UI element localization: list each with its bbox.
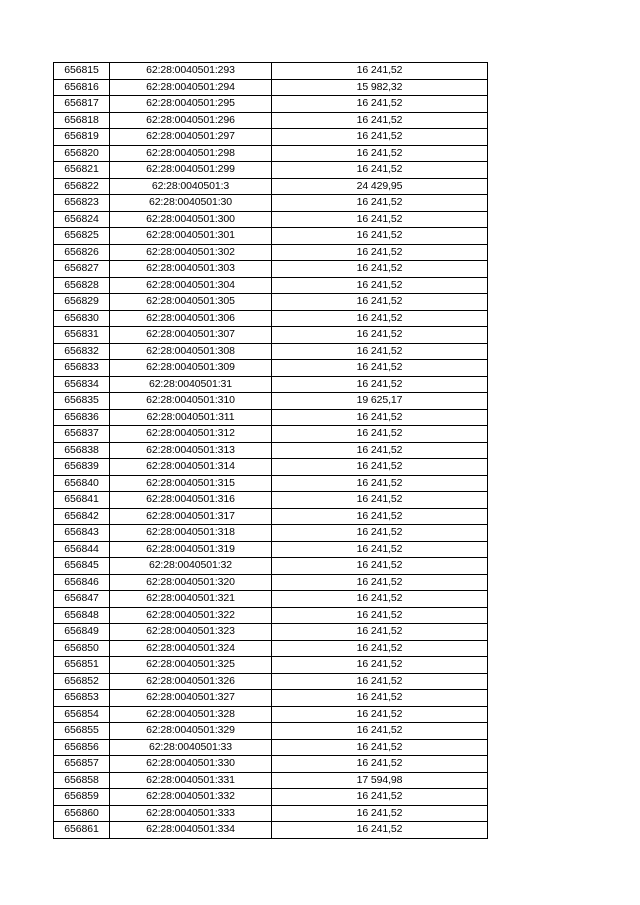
cadastral-number-cell: 62:28:0040501:32: [110, 558, 272, 575]
row-number-cell: 656843: [54, 525, 110, 542]
row-number-cell: 656817: [54, 96, 110, 113]
row-number-cell: 656860: [54, 805, 110, 822]
row-number-cell: 656818: [54, 112, 110, 129]
row-number-cell: 656845: [54, 558, 110, 575]
row-number-cell: 656856: [54, 739, 110, 756]
cadastral-value-cell: 16 241,52: [272, 789, 488, 806]
cadastral-number-cell: 62:28:0040501:329: [110, 723, 272, 740]
row-number-cell: 656836: [54, 409, 110, 426]
row-number-cell: 656831: [54, 327, 110, 344]
cadastral-number-cell: 62:28:0040501:299: [110, 162, 272, 179]
table-row: [54, 112, 488, 129]
cadastral-value-cell: 16 241,52: [272, 525, 488, 542]
row-number-cell: 656842: [54, 508, 110, 525]
cadastral-value-cell: 16 241,52: [272, 327, 488, 344]
cadastral-value-cell: 16 241,52: [272, 657, 488, 674]
row-number-cell: 656815: [54, 63, 110, 80]
cadastral-number-cell: 62:28:0040501:302: [110, 244, 272, 261]
table-row: [54, 607, 488, 624]
table-row: [54, 145, 488, 162]
cadastral-value-cell: 16 241,52: [272, 277, 488, 294]
row-number-cell: 656826: [54, 244, 110, 261]
table-row: [54, 673, 488, 690]
cadastral-number-cell: 62:28:0040501:311: [110, 409, 272, 426]
row-number-cell: 656857: [54, 756, 110, 773]
table-row: [54, 640, 488, 657]
row-number-cell: 656821: [54, 162, 110, 179]
cadastral-number-cell: 62:28:0040501:325: [110, 657, 272, 674]
table-row: [54, 343, 488, 360]
cadastral-number-cell: 62:28:0040501:319: [110, 541, 272, 558]
cadastral-value-cell: 16 241,52: [272, 706, 488, 723]
row-number-cell: 656853: [54, 690, 110, 707]
row-number-cell: 656846: [54, 574, 110, 591]
row-number-cell: 656816: [54, 79, 110, 96]
table-row: [54, 211, 488, 228]
table-row: [54, 657, 488, 674]
row-number-cell: 656838: [54, 442, 110, 459]
cadastral-value-table: [53, 62, 488, 839]
table-row: [54, 541, 488, 558]
table-row: [54, 178, 488, 195]
row-number-cell: 656854: [54, 706, 110, 723]
cadastral-number-cell: 62:28:0040501:31: [110, 376, 272, 393]
cadastral-number-cell: 62:28:0040501:313: [110, 442, 272, 459]
cadastral-number-cell: 62:28:0040501:310: [110, 393, 272, 410]
cadastral-value-cell: 16 241,52: [272, 96, 488, 113]
row-number-cell: 656852: [54, 673, 110, 690]
table-row: [54, 822, 488, 839]
cadastral-value-cell: 16 241,52: [272, 822, 488, 839]
row-number-cell: 656844: [54, 541, 110, 558]
table-row: [54, 162, 488, 179]
cadastral-number-cell: 62:28:0040501:3: [110, 178, 272, 195]
row-number-cell: 656834: [54, 376, 110, 393]
table-row: [54, 393, 488, 410]
table-row: [54, 277, 488, 294]
cadastral-value-cell: 16 241,52: [272, 129, 488, 146]
row-number-cell: 656855: [54, 723, 110, 740]
row-number-cell: 656861: [54, 822, 110, 839]
table-row: [54, 723, 488, 740]
cadastral-number-cell: 62:28:0040501:333: [110, 805, 272, 822]
cadastral-value-cell: 16 241,52: [272, 442, 488, 459]
table-row: [54, 492, 488, 509]
cadastral-number-cell: 62:28:0040501:307: [110, 327, 272, 344]
row-number-cell: 656850: [54, 640, 110, 657]
cadastral-number-cell: 62:28:0040501:317: [110, 508, 272, 525]
cadastral-number-cell: 62:28:0040501:312: [110, 426, 272, 443]
cadastral-value-cell: 16 241,52: [272, 63, 488, 80]
cadastral-number-cell: 62:28:0040501:318: [110, 525, 272, 542]
cadastral-value-cell: 16 241,52: [272, 723, 488, 740]
table-row: [54, 772, 488, 789]
table-row: [54, 442, 488, 459]
table-row: [54, 690, 488, 707]
cadastral-number-cell: 62:28:0040501:321: [110, 591, 272, 608]
cadastral-value-cell: 16 241,52: [272, 591, 488, 608]
cadastral-value-cell: 16 241,52: [272, 376, 488, 393]
cadastral-value-cell: 16 241,52: [272, 112, 488, 129]
row-number-cell: 656849: [54, 624, 110, 641]
row-number-cell: 656822: [54, 178, 110, 195]
cadastral-value-cell: 15 982,32: [272, 79, 488, 96]
cadastral-number-cell: 62:28:0040501:295: [110, 96, 272, 113]
cadastral-number-cell: 62:28:0040501:293: [110, 63, 272, 80]
cadastral-value-cell: 16 241,52: [272, 739, 488, 756]
cadastral-value-cell: 16 241,52: [272, 459, 488, 476]
row-number-cell: 656828: [54, 277, 110, 294]
table-row: [54, 294, 488, 311]
cadastral-value-cell: 19 625,17: [272, 393, 488, 410]
cadastral-number-cell: 62:28:0040501:314: [110, 459, 272, 476]
cadastral-value-cell: 16 241,52: [272, 541, 488, 558]
cadastral-number-cell: 62:28:0040501:328: [110, 706, 272, 723]
table-row: [54, 63, 488, 80]
cadastral-value-cell: 16 241,52: [272, 211, 488, 228]
row-number-cell: 656837: [54, 426, 110, 443]
cadastral-number-cell: 62:28:0040501:294: [110, 79, 272, 96]
table-row: [54, 706, 488, 723]
cadastral-value-cell: 16 241,52: [272, 690, 488, 707]
row-number-cell: 656819: [54, 129, 110, 146]
table-row: [54, 360, 488, 377]
cadastral-number-cell: 62:28:0040501:327: [110, 690, 272, 707]
cadastral-value-cell: 24 429,95: [272, 178, 488, 195]
row-number-cell: 656835: [54, 393, 110, 410]
table-row: [54, 789, 488, 806]
table-row: [54, 475, 488, 492]
row-number-cell: 656825: [54, 228, 110, 245]
cadastral-value-cell: 16 241,52: [272, 756, 488, 773]
row-number-cell: 656851: [54, 657, 110, 674]
cadastral-value-cell: 16 241,52: [272, 805, 488, 822]
cadastral-value-cell: 16 241,52: [272, 558, 488, 575]
cadastral-number-cell: 62:28:0040501:320: [110, 574, 272, 591]
cadastral-number-cell: 62:28:0040501:306: [110, 310, 272, 327]
cadastral-number-cell: 62:28:0040501:316: [110, 492, 272, 509]
table-row: [54, 805, 488, 822]
cadastral-number-cell: 62:28:0040501:30: [110, 195, 272, 212]
cadastral-value-cell: 16 241,52: [272, 228, 488, 245]
cadastral-value-cell: 16 241,52: [272, 492, 488, 509]
cadastral-number-cell: 62:28:0040501:301: [110, 228, 272, 245]
cadastral-value-cell: 16 241,52: [272, 475, 488, 492]
table-row: [54, 310, 488, 327]
cadastral-value-cell: 16 241,52: [272, 244, 488, 261]
cadastral-value-cell: 16 241,52: [272, 310, 488, 327]
cadastral-value-cell: 16 241,52: [272, 261, 488, 278]
cadastral-value-cell: 16 241,52: [272, 607, 488, 624]
cadastral-value-cell: 16 241,52: [272, 343, 488, 360]
cadastral-number-cell: 62:28:0040501:298: [110, 145, 272, 162]
row-number-cell: 656830: [54, 310, 110, 327]
table-row: [54, 591, 488, 608]
row-number-cell: 656859: [54, 789, 110, 806]
cadastral-number-cell: 62:28:0040501:296: [110, 112, 272, 129]
cadastral-value-cell: 16 241,52: [272, 574, 488, 591]
cadastral-number-cell: 62:28:0040501:334: [110, 822, 272, 839]
cadastral-number-cell: 62:28:0040501:303: [110, 261, 272, 278]
cadastral-number-cell: 62:28:0040501:315: [110, 475, 272, 492]
table-row: [54, 558, 488, 575]
table-row: [54, 261, 488, 278]
row-number-cell: 656839: [54, 459, 110, 476]
row-number-cell: 656832: [54, 343, 110, 360]
cadastral-number-cell: 62:28:0040501:326: [110, 673, 272, 690]
cadastral-number-cell: 62:28:0040501:331: [110, 772, 272, 789]
row-number-cell: 656848: [54, 607, 110, 624]
row-number-cell: 656847: [54, 591, 110, 608]
cadastral-number-cell: 62:28:0040501:323: [110, 624, 272, 641]
cadastral-value-cell: 16 241,52: [272, 145, 488, 162]
cadastral-number-cell: 62:28:0040501:305: [110, 294, 272, 311]
cadastral-value-cell: 16 241,52: [272, 294, 488, 311]
cadastral-number-cell: 62:28:0040501:322: [110, 607, 272, 624]
cadastral-value-cell: 16 241,52: [272, 673, 488, 690]
table-row: [54, 409, 488, 426]
row-number-cell: 656858: [54, 772, 110, 789]
table-row: [54, 426, 488, 443]
cadastral-number-cell: 62:28:0040501:297: [110, 129, 272, 146]
cadastral-value-cell: 16 241,52: [272, 409, 488, 426]
table-row: [54, 228, 488, 245]
cadastral-value-cell: 16 241,52: [272, 426, 488, 443]
table-row: [54, 574, 488, 591]
row-number-cell: 656829: [54, 294, 110, 311]
table-row: [54, 244, 488, 261]
table-row: [54, 96, 488, 113]
cadastral-number-cell: 62:28:0040501:332: [110, 789, 272, 806]
table-row: [54, 624, 488, 641]
row-number-cell: 656833: [54, 360, 110, 377]
table-row: [54, 195, 488, 212]
table-row: [54, 525, 488, 542]
cadastral-value-cell: 16 241,52: [272, 162, 488, 179]
table-row: [54, 459, 488, 476]
table-row: [54, 129, 488, 146]
cadastral-value-cell: 16 241,52: [272, 624, 488, 641]
table-row: [54, 327, 488, 344]
table-row: [54, 508, 488, 525]
cadastral-value-cell: 17 594,98: [272, 772, 488, 789]
row-number-cell: 656840: [54, 475, 110, 492]
cadastral-value-cell: 16 241,52: [272, 508, 488, 525]
cadastral-number-cell: 62:28:0040501:309: [110, 360, 272, 377]
cadastral-number-cell: 62:28:0040501:304: [110, 277, 272, 294]
table-body: [54, 63, 488, 839]
cadastral-value-cell: 16 241,52: [272, 360, 488, 377]
row-number-cell: 656824: [54, 211, 110, 228]
cadastral-number-cell: 62:28:0040501:330: [110, 756, 272, 773]
row-number-cell: 656827: [54, 261, 110, 278]
table-row: [54, 756, 488, 773]
table-row: [54, 376, 488, 393]
cadastral-number-cell: 62:28:0040501:324: [110, 640, 272, 657]
row-number-cell: 656823: [54, 195, 110, 212]
cadastral-value-cell: 16 241,52: [272, 640, 488, 657]
cadastral-number-cell: 62:28:0040501:300: [110, 211, 272, 228]
cadastral-value-cell: 16 241,52: [272, 195, 488, 212]
row-number-cell: 656820: [54, 145, 110, 162]
table-row: [54, 739, 488, 756]
cadastral-number-cell: 62:28:0040501:33: [110, 739, 272, 756]
cadastral-number-cell: 62:28:0040501:308: [110, 343, 272, 360]
row-number-cell: 656841: [54, 492, 110, 509]
table-row: [54, 79, 488, 96]
